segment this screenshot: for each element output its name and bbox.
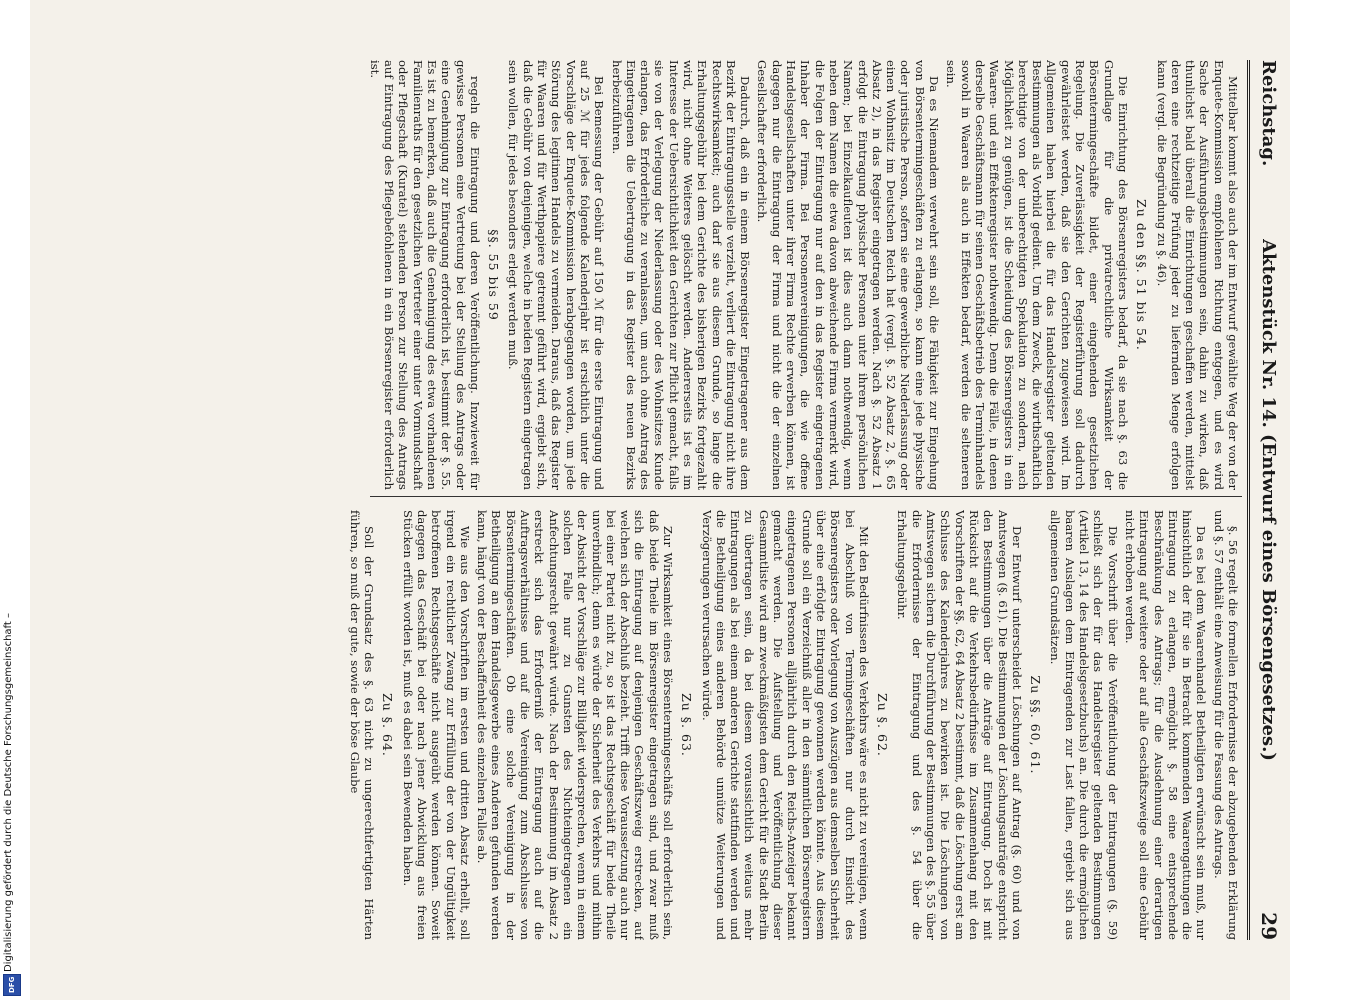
header-rule — [1247, 60, 1250, 940]
funding-note: Digitalisierung gefördert durch die Deutsche Forschungsgemeinschaft – — [3, 612, 14, 972]
digitization-sidebar — [0, 0, 22, 1000]
header-left: Reichstag. — [1258, 60, 1280, 167]
header-center: Aktenstück Nr. 14. (Entwurf eines Börsengesetzes.) — [1258, 239, 1280, 761]
page-header — [1256, 60, 1282, 940]
section-heading: Zu §. 64. — [380, 693, 396, 757]
scanned-page — [30, 0, 1290, 1000]
paragraph: Da es bei dem Waarenhandel Betheiligten erwünscht sein muß, nur hinsichtlich der für sie in Betracht kommenden Waarengattungen die Eintragung zu erlangen, ermöglicht §. 58 eine entsprechende Beschränkung des Antrags; für die Ausdehnung einer derartigen Eintragung auf weitere oder auf alle Geschäftszweige soll eine Gebühr nicht erhoben werden. — [1122, 510, 1209, 940]
section-heading: Zu den §§. 51 bis 54. — [1134, 199, 1150, 351]
paragraph: regeln die Eintragung und deren Veröffentlichung. Inzwieweit für gewisse Personen eine Vertretung bei der Stellung des Antrags oder eine Genehmigung zur Eintragung erforderlich ist, bestimmt der §. 55. Es ist zu bemerken, daß auch die Genehmigung des etwa vorhandenen Familienraths für den gesetzlichen Vertreter einer unter Vormundschaft oder Pflegschaft (Kuratel) stehenden Person zur Stellung des Antrags auf Eintragung des Pflegebefohlenen in ein Börsenregister erforderlich ist. — [367, 60, 482, 490]
section-heading: Zu §. 62. — [875, 693, 891, 757]
section-heading: §§. 55 bis 59 — [486, 229, 502, 321]
paragraph: Da es Niemandem verwehrt sein soll, die Fähigkeit zur Eingehung von Börsentermingeschäften zu erlangen, so kann eine jede physische oder juristische Person, sofern sie eine gewerbliche Niederlassung oder einen Wohnsitz im Deutschen Reich hat (vergl. §. 52 Absatz 2, §. 65 Absatz 2), in das Register eingetragen werden. Nach §. 52 Absatz 1 erfolgt die Eintragung physischer Personen unter ihrem persönlichen Namen; bei Einzelkaufleuten ist dies auch dann nothwendig, wenn neben dem Namen die etwa davon abweichende Firma vermerkt wird, die Folgen der Eintragung nur auf den in das Register eingetragenen Inhaber der Firma. Bei Personenvereinigungen, die wie offene Handelsgesellschaften unter ihrer Firma Rechte erwerben können, ist dagegen nur die Eintragung der Firma und nicht die der einzelnen Gesellschafter erforderlich. — [755, 60, 942, 490]
paragraph: Soll der Grundsatz des §. 63 nicht zu ungerechtfertigten Härten führen, so muß der gute, sowie der böse Glaube — [347, 510, 377, 940]
paragraph: Bei Bemessung der Gebühr auf 150 ℳ für die erste Eintragung und auf 25 ℳ für jedes folgende Kalenderjahr ist ersichtlich unter die Vorschläge der Enquete-Kommission herabgegangen worden, um jede Störung des legitimen Handels zu vermeiden. Daraus, daß das Register für Waaren und für Werthpapiere getrennt geführt wird, ergiebt sich, daß die Gebühr von denjenigen, welche in beiden Registern eingetragen sein wollen, für jedes besonders erlegt werden muß. — [506, 60, 607, 490]
paragraph: Die Einrichtung des Börsenregisters bedarf, da sie nach §. 63 die Grundlage für die privatrechtliche Wirksamkeit der Börsentermingeschäfte bildet, einer eingehenden gesetzlichen Regelung. Die Zuverlässigkeit der Registerführung soll dadurch gewährleistet werden, daß sie den Gerichten zugewiesen wird. Im Allgemeinen haben hierbei die für das Handelsregister geltenden Bestimmungen als Vorbild gedient. Um dem Zweck, die wirthschaftlich berechtigte von der unberechtigten Spekulation zu sondern, nach Möglichkeit zu genügen, ist die Scheidung des Börsenregisters in ein Waaren- und ein Effektenregister nothwendig. Denn die Fälle, in denen derselbe Geschäftsmann für seinen Geschäftsbetrieb des Terminhandels sowohl in Waaren als auch in Effekten bedarf, werden die selteneren sein. — [944, 60, 1130, 490]
section-heading: Zu §§. 60, 61. — [1028, 675, 1044, 775]
right-column — [50, 510, 1240, 940]
paragraph: Mit den Bedürfnissen des Verkehrs wäre es nicht zu vereinigen, wenn bei Abschluß von Termingeschäften nur durch Einsicht des Börsenregisters oder Vorlegung von Auszügen aus demselben Sicherheit über eine erfolgte Eintragung gewonnen werden könnte. Aus diesem Grunde soll ein Verzeichniß aller in den sämmtlichen Börsenregistern eingetragenen Personen alljährlich durch den Reichs-Anzeiger bekannt gemacht werden. Die Aufstellung und Veröffentlichung dieser Gesammtliste wird am zweckmäßigsten dem Gericht für die Stadt Berlin zu übertragen sein, da bei diesem voraussichtlich weitaus mehr Eintragungen als bei einem anderen Gerichte stattfinden werden und die Betheiligung eines anderen Behörde unnütze Weiterungen und Verzögerungen verursachen würde. — [699, 510, 871, 940]
left-column — [50, 60, 1240, 490]
page-number: 29 — [1257, 912, 1281, 940]
section-heading: Zu §. 63. — [679, 693, 695, 757]
paragraph: Die Vorschrift über die Veröffentlichung der Eintragungen (§. 59) schließt sich der für das Handelsregister geltenden Bestimmungen (Artikel 13, 14 des Handelsgesetzbuchs) an. Die durch die ermöglichen baaren Auslagen dem Eintragenden zur Last fallen, ergiebt sich aus allgemeinen Grundsätzen. — [1048, 510, 1120, 940]
paragraph: Der Entwurf unterscheidet Löschungen auf Antrag (§. 60) und von Amtswegen (§. 61). Die Bestimmungen der Löschungsanträge entspricht den Bestimmungen über die Anträge auf Eintragung. Doch ist mit Rücksicht auf die Verkehrsbedürfnisse im Zusammenhang mit den Vorschriften der §§. 62, 64 Absatz 2 bestimmt, daß die Löschung erst am Schlusse des Kalenderjahres zu bewirken ist. Die Löschungen von Amtswegen sichern die Durchführung der Bestimmungen des §. 55 über die Erfordernisse der Eintragung und des §. 54 über die Erhaltungsgebühr. — [895, 510, 1024, 940]
paragraph: Wie aus den Vorschriften im ersten und dritten Absatz erhellt, soll irgend ein rechtlicher Zwang zur Erfüllung der von der Ungültigkeit betroffenen Rechtsgeschäfte nicht ausgeübt werden können. Soweit dagegen das Geschäft bei oder nach jener Abwicklung aus freien Stücken erfüllt worden ist, muß es dabei sein Bewenden haben. — [400, 510, 472, 940]
paragraph: Mittelbar kommt also auch der im Entwurf gewählte Weg der von der Enquete-Kommission empfohlenen Richtung entgegen, und es wird Sache der Ausführungsbestimmungen sein, dahin zu wirken, daß thunlichst bald überall die Einrichtungen geschaffen werden, mittelst deren eine rechtzeitige Prüfung jeder zu liefernden Menge erfolgen kann (vergl. die Begründung zu §. 46). — [1154, 60, 1240, 490]
paragraph: Zur Wirksamkeit eines Börsentermingeschäfts soll erforderlich sein, daß beide Theile im Börsenregister eingetragen sind, und zwar muß sich die Eintragung auf denjenigen Geschäftszweig erstrecken, auf welchen sich der Abschluß bezieht. Trifft diese Voraussetzung auch nur bei einer Partei nicht zu, so ist das Rechtsgeschäft für beide Theile unverbindlich; denn es würde der Sicherheit des Verkehrs und mithin der Absicht der Vorschläge zur Billigkeit widersprechen, wenn in einem solchen Falle nur zu Gunsten des Nichteingetragenen ein Anfechtungsrecht gewährt würde. Nach der Bestimmung im Absatz 2 erstreckt sich das Erforderniß der Eintragung auch auf die Auftragsverhältnisse und auf die Vereinigung zum Abschlusse von Börsentermingeschäften. Ob eine solche Vereinigung in der Betheiligung an dem Handelsgewerbe eines Anderen gefunden werden kann, hängt von der Beschaffenheit des einzelnen Falles ab. — [475, 510, 676, 940]
paragraph: Dadurch, daß ein in einem Börsenregister Eingetragener aus dem Bezirk der Eintragungsstelle verzieht, verliert die Eintragung nicht ihre Rechtswirksamkeit; auch darf sie aus diesem Grunde, so lange die Erhaltungsgebühr bei dem Gerichte des bisherigen Bezirks fortgezahlt wird, nicht ohne Weiteres gelöscht werden. Andererseits ist es im Interesse der Uebersichtlichkeit den Gerichten zur Pflicht gemacht, falls sie von der Verlegung der Niederlassung oder des Wohnsitzes Kunde erlangen, das Erforderliche zu veranlassen, um auch ohne Antrag des Eingetragenen die Uebertragung in das Register des neuen Bezirks herbeizuführen. — [609, 60, 753, 490]
paragraph: §. 56 regelt die formellen Erfordernisse der abzugebenden Erklärung und §. 57 enthält eine Anweisung für die Fassung des Antrags. — [1211, 510, 1240, 940]
dfg-logo-icon: DFG — [3, 974, 21, 996]
column-divider — [370, 496, 1242, 497]
